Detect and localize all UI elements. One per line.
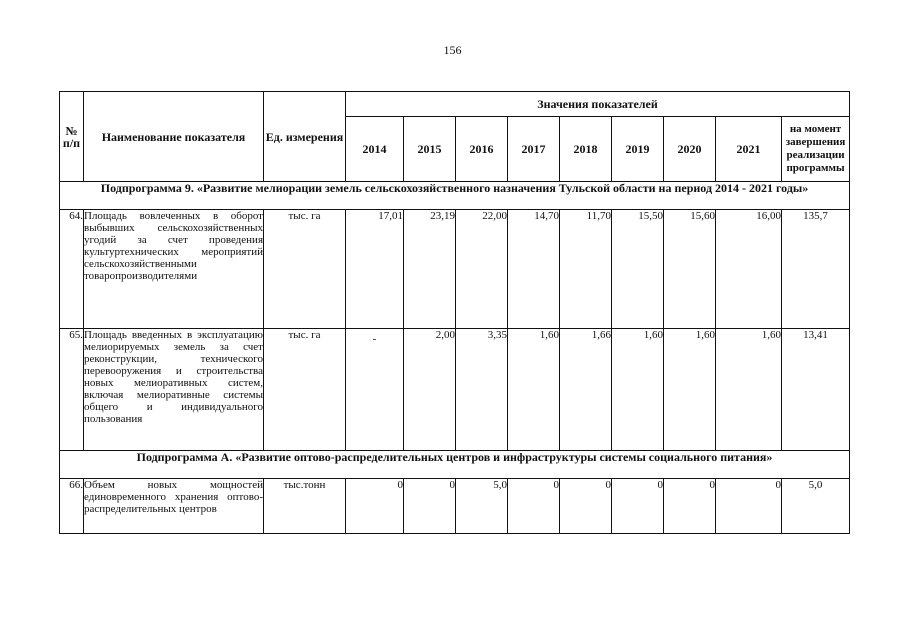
value-cell: 0 (612, 479, 664, 534)
value-cell: 0 (404, 479, 456, 534)
section-title-row (60, 451, 850, 479)
table-row (60, 210, 850, 329)
value-cell: 1,60 (612, 329, 664, 451)
section-title-row (60, 182, 850, 210)
unit-cell: тыс.тонн (264, 479, 346, 534)
page-number: 156 (443, 43, 462, 57)
value-cell: - (346, 329, 404, 451)
value-cell: 1,66 (560, 329, 612, 451)
value-cell: 0 (560, 479, 612, 534)
section-title: Подпрограмма 9. «Развитие мелиорации земель сельскохозяйственного назначения Тульской области на период 2014 - 2021 годы» (60, 182, 850, 210)
indicator-name: Объем новых мощностей единовременного хранения оптово-распределительных центров (84, 479, 264, 534)
value-cell: 17,01 (346, 210, 404, 329)
header-row-1 (60, 92, 850, 117)
table-row (60, 329, 850, 451)
value-cell: 0 (508, 479, 560, 534)
header-year: 2019 (612, 117, 664, 182)
row-number: 64. (60, 210, 84, 329)
value-cell: 15,50 (612, 210, 664, 329)
section-title: Подпрограмма А. «Развитие оптово-распределительных центров и инфраструктуры системы социального питания» (60, 451, 850, 479)
header-name: Наименование показателя (84, 92, 264, 182)
value-cell: 1,60 (716, 329, 782, 451)
row-number: 65. (60, 329, 84, 451)
table-row (60, 479, 850, 534)
value-cell: 15,60 (664, 210, 716, 329)
indicators-table (59, 91, 850, 534)
header-year: 2018 (560, 117, 612, 182)
value-cell: 5,0 (456, 479, 508, 534)
header-num: № п/п (60, 92, 84, 182)
value-cell: 1,60 (508, 329, 560, 451)
value-cell: 2,00 (404, 329, 456, 451)
value-cell: 11,70 (560, 210, 612, 329)
header-year: 2016 (456, 117, 508, 182)
header-year: 2017 (508, 117, 560, 182)
final-value-cell: 13,41 (782, 329, 850, 451)
value-cell: 3,35 (456, 329, 508, 451)
value-cell: 1,60 (664, 329, 716, 451)
value-cell: 22,00 (456, 210, 508, 329)
header-year: 2015 (404, 117, 456, 182)
value-cell: 0 (664, 479, 716, 534)
unit-cell: тыс. га (264, 329, 346, 451)
value-cell: 23,19 (404, 210, 456, 329)
indicator-name: Площадь вовлеченных в оборот выбывших сельскохозяйственных угодий за счет проведения культуртехнических мероприятий сельскохозяйственными товаропроизводителями (84, 210, 264, 329)
header-year: 2014 (346, 117, 404, 182)
value-cell: 0 (346, 479, 404, 534)
indicator-name: Площадь введенных в эксплуатацию мелиорируемых земель за счет реконструкции, технического перевооружения и строительства новых мелиоративных систем, включая мелиоративные системы общего и индивидуального пользования (84, 329, 264, 451)
header-values-group: Значения показателей (346, 92, 850, 117)
final-value-cell: 135,7 (782, 210, 850, 329)
unit-cell: тыс. га (264, 210, 346, 329)
header-final: на момент завершения реализации программы (782, 117, 850, 182)
header-year: 2020 (664, 117, 716, 182)
header-unit: Ед. измерения (264, 92, 346, 182)
value-cell: 0 (716, 479, 782, 534)
value-cell: 14,70 (508, 210, 560, 329)
value-cell: 16,00 (716, 210, 782, 329)
final-value-cell: 5,0 (782, 479, 850, 534)
row-number: 66. (60, 479, 84, 534)
header-year: 2021 (716, 117, 782, 182)
